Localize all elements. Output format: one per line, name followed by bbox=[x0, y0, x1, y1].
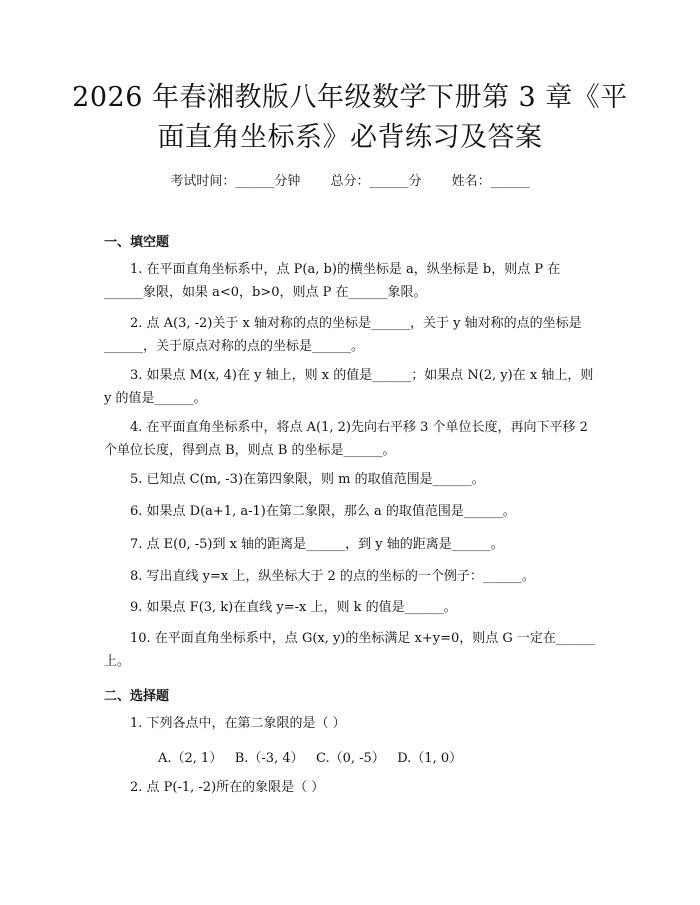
student-name: 姓名：______ bbox=[451, 174, 530, 189]
section-choice-heading: 二、选择题 bbox=[104, 689, 170, 704]
question-choice-1: 1. 下列各点中，在第二象限的是（ ） bbox=[130, 716, 346, 731]
question-fill-4: 4. 在平面直角坐标系中，将点 A(1, 2)先向右平移 3 个单位长度，再向下平移 2 个单位长度，得到点 B，则点 B 的坐标是______。 bbox=[104, 420, 588, 458]
section-fill-blank-heading: 一、填空题 bbox=[104, 235, 170, 250]
exam-time: 考试时间：______分钟 bbox=[170, 174, 301, 189]
question-fill-6: 6. 如果点 D(a+1, a-1)在第二象限，那么 a 的取值范围是______。 bbox=[130, 504, 516, 519]
question-fill-3: 3. 如果点 M(x, 4)在 y 轴上，则 x 的值是______；如果点 N(2, y)在 x 轴上，则 y 的值是______。 bbox=[104, 368, 594, 406]
question-fill-5: 5. 已知点 C(m, -3)在第四象限，则 m 的取值范围是______。 bbox=[130, 472, 485, 487]
exam-score: 总分：______分 bbox=[330, 174, 422, 189]
title-line-2: 面直角坐标系》必背练习及答案 bbox=[157, 122, 543, 153]
question-fill-7: 7. 点 E(0, -5)到 x 轴的距离是______，到 y 轴的距离是______。 bbox=[130, 537, 504, 552]
exam-info bbox=[0, 170, 700, 189]
page-title bbox=[60, 78, 640, 158]
title-line-1: 2026 年春湘教版八年级数学下册第 3 章《平 bbox=[72, 82, 628, 113]
question-fill-9: 9. 如果点 F(3, k)在直线 y=-x 上，则 k 的值是______。 bbox=[130, 600, 457, 615]
question-fill-2: 2. 点 A(3, -2)关于 x 轴对称的点的坐标是______，关于 y 轴对称的点的坐标是______，关于原点对称的点的坐标是______。 bbox=[104, 316, 582, 354]
question-choice-2: 2. 点 P(-1, -2)所在的象限是（ ） bbox=[130, 780, 325, 795]
question-fill-8: 8. 写出直线 y=x 上，纵坐标大于 2 的点的坐标的一个例子：______。 bbox=[130, 569, 535, 584]
question-fill-10: 10. 在平面直角坐标系中，点 G(x, y)的坐标满足 x+y=0，则点 G 一定在______上。 bbox=[104, 631, 595, 669]
question-choice-1-options: A.（2, 1） B.（-3, 4） C.（0, -5） D.（1, 0） bbox=[158, 751, 463, 766]
question-fill-1: 1. 在平面直角坐标系中，点 P(a, b)的横坐标是 a，纵坐标是 b，则点 P 在______象限，如果 a<0，b>0，则点 P 在______象限。 bbox=[104, 262, 561, 300]
